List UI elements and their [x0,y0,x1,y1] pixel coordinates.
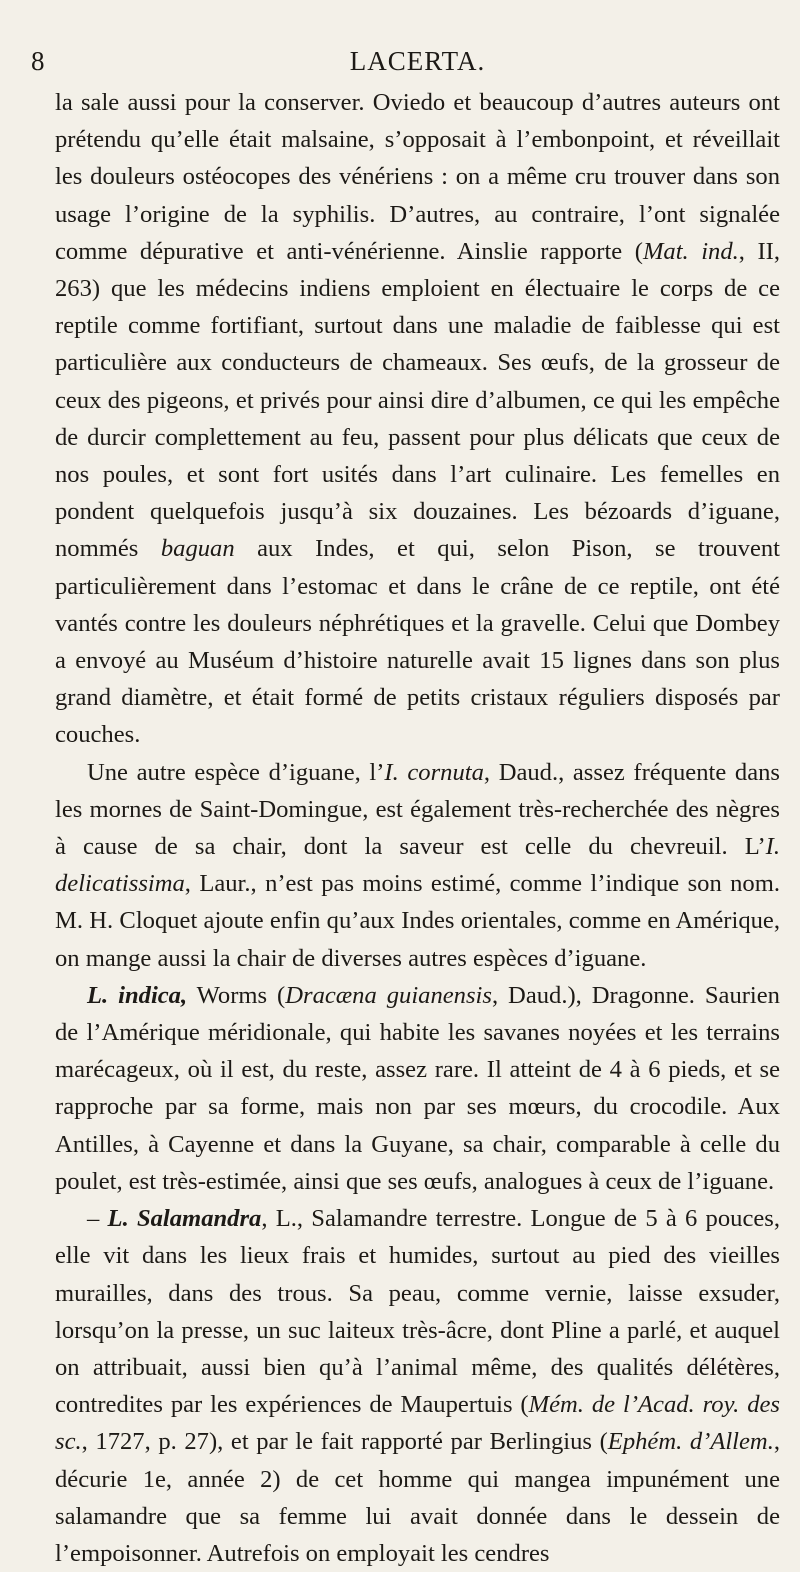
page-number: 8 [31,46,46,76]
italic-text: Dracæna guianensis [285,981,492,1009]
italic-text: I. delicatissima [55,833,780,898]
text-run: , Daud., assez fréquente dans les mornes de Saint-Domingue, est également très-recherchée des nègres à cause de sa chair, dont la saveur est celle du chevreuil. L’ [55,758,780,861]
text-run: , Daud.), Dragonne. Saurien de l’Amérique méridionale, qui habite les savanes noyées et les terrains marécageux, où il est, du reste, assez rare. Il atteint de 4 à 6 pieds, et se rapproche par sa forme, mais non par ses mœurs, du crocodile. Aux Antilles, à Cayenne et dans la Guyane, sa chair, comparable à celle du poulet, est très-estimée, ainsi que ses œufs, analogues à ceux de l’iguane. [55,981,780,1195]
text-run: , L., Salamandre terrestre. Longue de 5 à 6 pouces, elle vit dans les lieux frais et humides, surtout au pied des vieilles murailles, dans des trous. Sa peau, comme vernie, laisse exsuder, lorsqu’on la presse, un suc laiteux très-âcre, dont Pline a parlé, et auquel on attribuait, aussi bien qu’à l’animal même, des qualités délétères, contredites par les expériences de Maupertuis ( [55,1205,780,1419]
italic-text: Ephém. d’Allem. [607,1428,774,1456]
text-run: , II, 263) que les médecins indiens emploient en électuaire le corps de ce reptile comme fortifiant, surtout dans une maladie de faiblesse qui est particulière aux conducteurs de chameaux. Ses œufs, de la grosseur de ceux des pigeons, et privés pour ainsi dire d’albumen, ce qui les empêche de durcir complettement au feu, passent pour plus délicats que ceux de nos poules, et sont fort usités dans l’art culinaire. Les femelles en pondent quelquefois jusqu’à six douzaines. Les bézoards d’iguane, nommés [55,237,780,563]
italic-text: Mat. ind. [642,237,739,265]
paragraph [55,754,780,977]
text-run: Une autre espèce d’iguane, l’ [87,758,385,786]
species-name: L. indica, [87,981,188,1009]
text-run: aux Indes, et qui, selon Pison, se trouvent particulièrement dans l’estomac et dans le crâne de ce reptile, ont été vantés contre les douleurs néphrétiques et la gravelle. Celui que Dombey a envoyé au Muséum d’histoire naturelle avait 15 lignes dans son plus grand diamètre, et était formé de petits cristaux réguliers disposés par couches. [55,535,780,749]
text-run: , Laur., n’est pas moins estimé, comme l’indique son nom. M. H. Cloquet ajoute enfin qu’aux Indes orientales, comme en Amérique, on mange aussi la chair de diverses autres espèces d’iguane. [55,870,780,972]
paragraph [55,977,780,1200]
italic-text: Mém. de l’Acad. roy. des sc. [55,1391,780,1456]
text-run: Worms ( [187,981,286,1009]
running-title: LACERTA. [349,46,486,76]
paragraph [55,1200,780,1572]
text-run: , décurie 1e, année 2) de cet homme qui mangea impunément une salamandre que sa femme lui avait donnée dans le dessein de l’empoisonner. Autrefois on employait les cendres [55,1428,780,1567]
italic-text: I. cornuta [384,758,484,786]
text-run: la sale aussi pour la conserver. Oviedo et beaucoup d’autres auteurs ont prétendu qu’elle était malsaine, s’opposait à l’embonpoint, et réveillait les douleurs ostéocopes des vénériens : on a même cru trouver dans son usage l’origine de la syphilis. D’autres, au contraire, l’ont signalée comme dépurative et anti-vénérienne. Ainslie rapporte ( [55,89,780,265]
italic-text: baguan [160,535,235,563]
text-run: , 1727, p. 27), et par le fait rapporté par Berlingius ( [81,1428,608,1456]
page-header [31,44,780,84]
text-run: – [87,1205,108,1233]
page-body [55,84,780,1572]
species-name: L. Salamandra [107,1205,262,1233]
paragraph [55,84,780,754]
